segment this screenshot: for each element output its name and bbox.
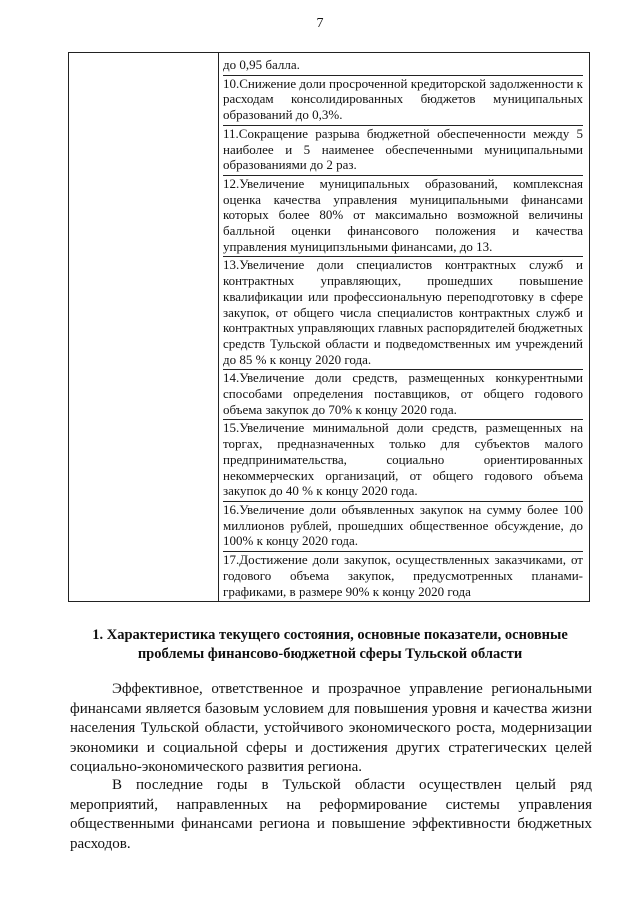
body-paragraph-1 [70,680,592,778]
paragraph-text: В последние годы в Тульской области осуществлен целый ряд мероприятий, направленных на реформирование системы управления общественными финансами региона и повышение эффективности бюджетных расходов. [70,777,592,852]
body-paragraph-2 [70,776,592,854]
section-title-line1: 1. Характеристика текущего состояния, основные показатели, основные [92,627,568,643]
section-title-line2: проблемы финансово-бюджетной сферы Тульской области [137,646,523,662]
target-item: 17.Достижение доли закупок, осуществленных заказчиками, от годового объема закупок, предусмотренных планами-графиками, в размере 90% к концу 2020 года [223,552,583,599]
target-item: 12.Увеличение муниципальных образований, комплексная оценка качества управления муниципальными финансами которых более 80% от максимально возможной величины балльной оценки финансового положения и качества управления муниципзльными финансами, до 13. [223,176,583,258]
target-item: 13.Увеличение доли специалистов контрактных служб и контрактных управляющих, прошедших повышение квалификации или профессиональную переподготовку в сфере закупок, от общего числа специалистов контрактных служб и контрактных управляющих главных распорядителей бюджетных средств Тульской области и подведомственных им учреждений до 85 % к концу 2020 года. [223,257,583,370]
target-item: 16.Увеличение доли объявленных закупок на сумму более 100 миллионов рублей, прошедших общественное обсуждение, до 100% к концу 2020 года. [223,502,583,552]
page-number: 7 [316,16,324,31]
target-item: до 0,95 балла. [223,57,583,76]
target-item: 11.Сокращение разрыва бюджетной обеспеченности между 5 наиболее и 5 наименее обеспеченными муниципальными образованиями до 2 раз. [223,126,583,176]
paragraph-text: Эффективное, ответственное и прозрачное управление региональными финансами является базовым условием для повышения уровня и качества жизни населения Тульской области, устойчивого экономического роста, модернизации экономики и социальной сферы и достижения других стратегических целей социально-экономического развития региона. [70,681,592,776]
targets-table [68,52,590,602]
section-title [70,626,590,664]
target-item: 10.Снижение доли просроченной кредиторской задолженности к расходам консолидированных бюджетов муниципальных образований до 0,3%. [223,76,583,126]
targets-cell [219,53,589,601]
target-item: 14.Увеличение доли средств, размещенных конкурентными способами определения поставщиков, от общего годового объема закупок до 70% к концу 2020 года. [223,370,583,420]
target-item: 15.Увеличение минимальной доли средств, размещенных на торгах, предназначенных только для субъектов малого предпринимательства, социально ориентированных некоммерческих организаций, от общего годового объема закупок до 40 % к концу 2020 года. [223,420,583,502]
